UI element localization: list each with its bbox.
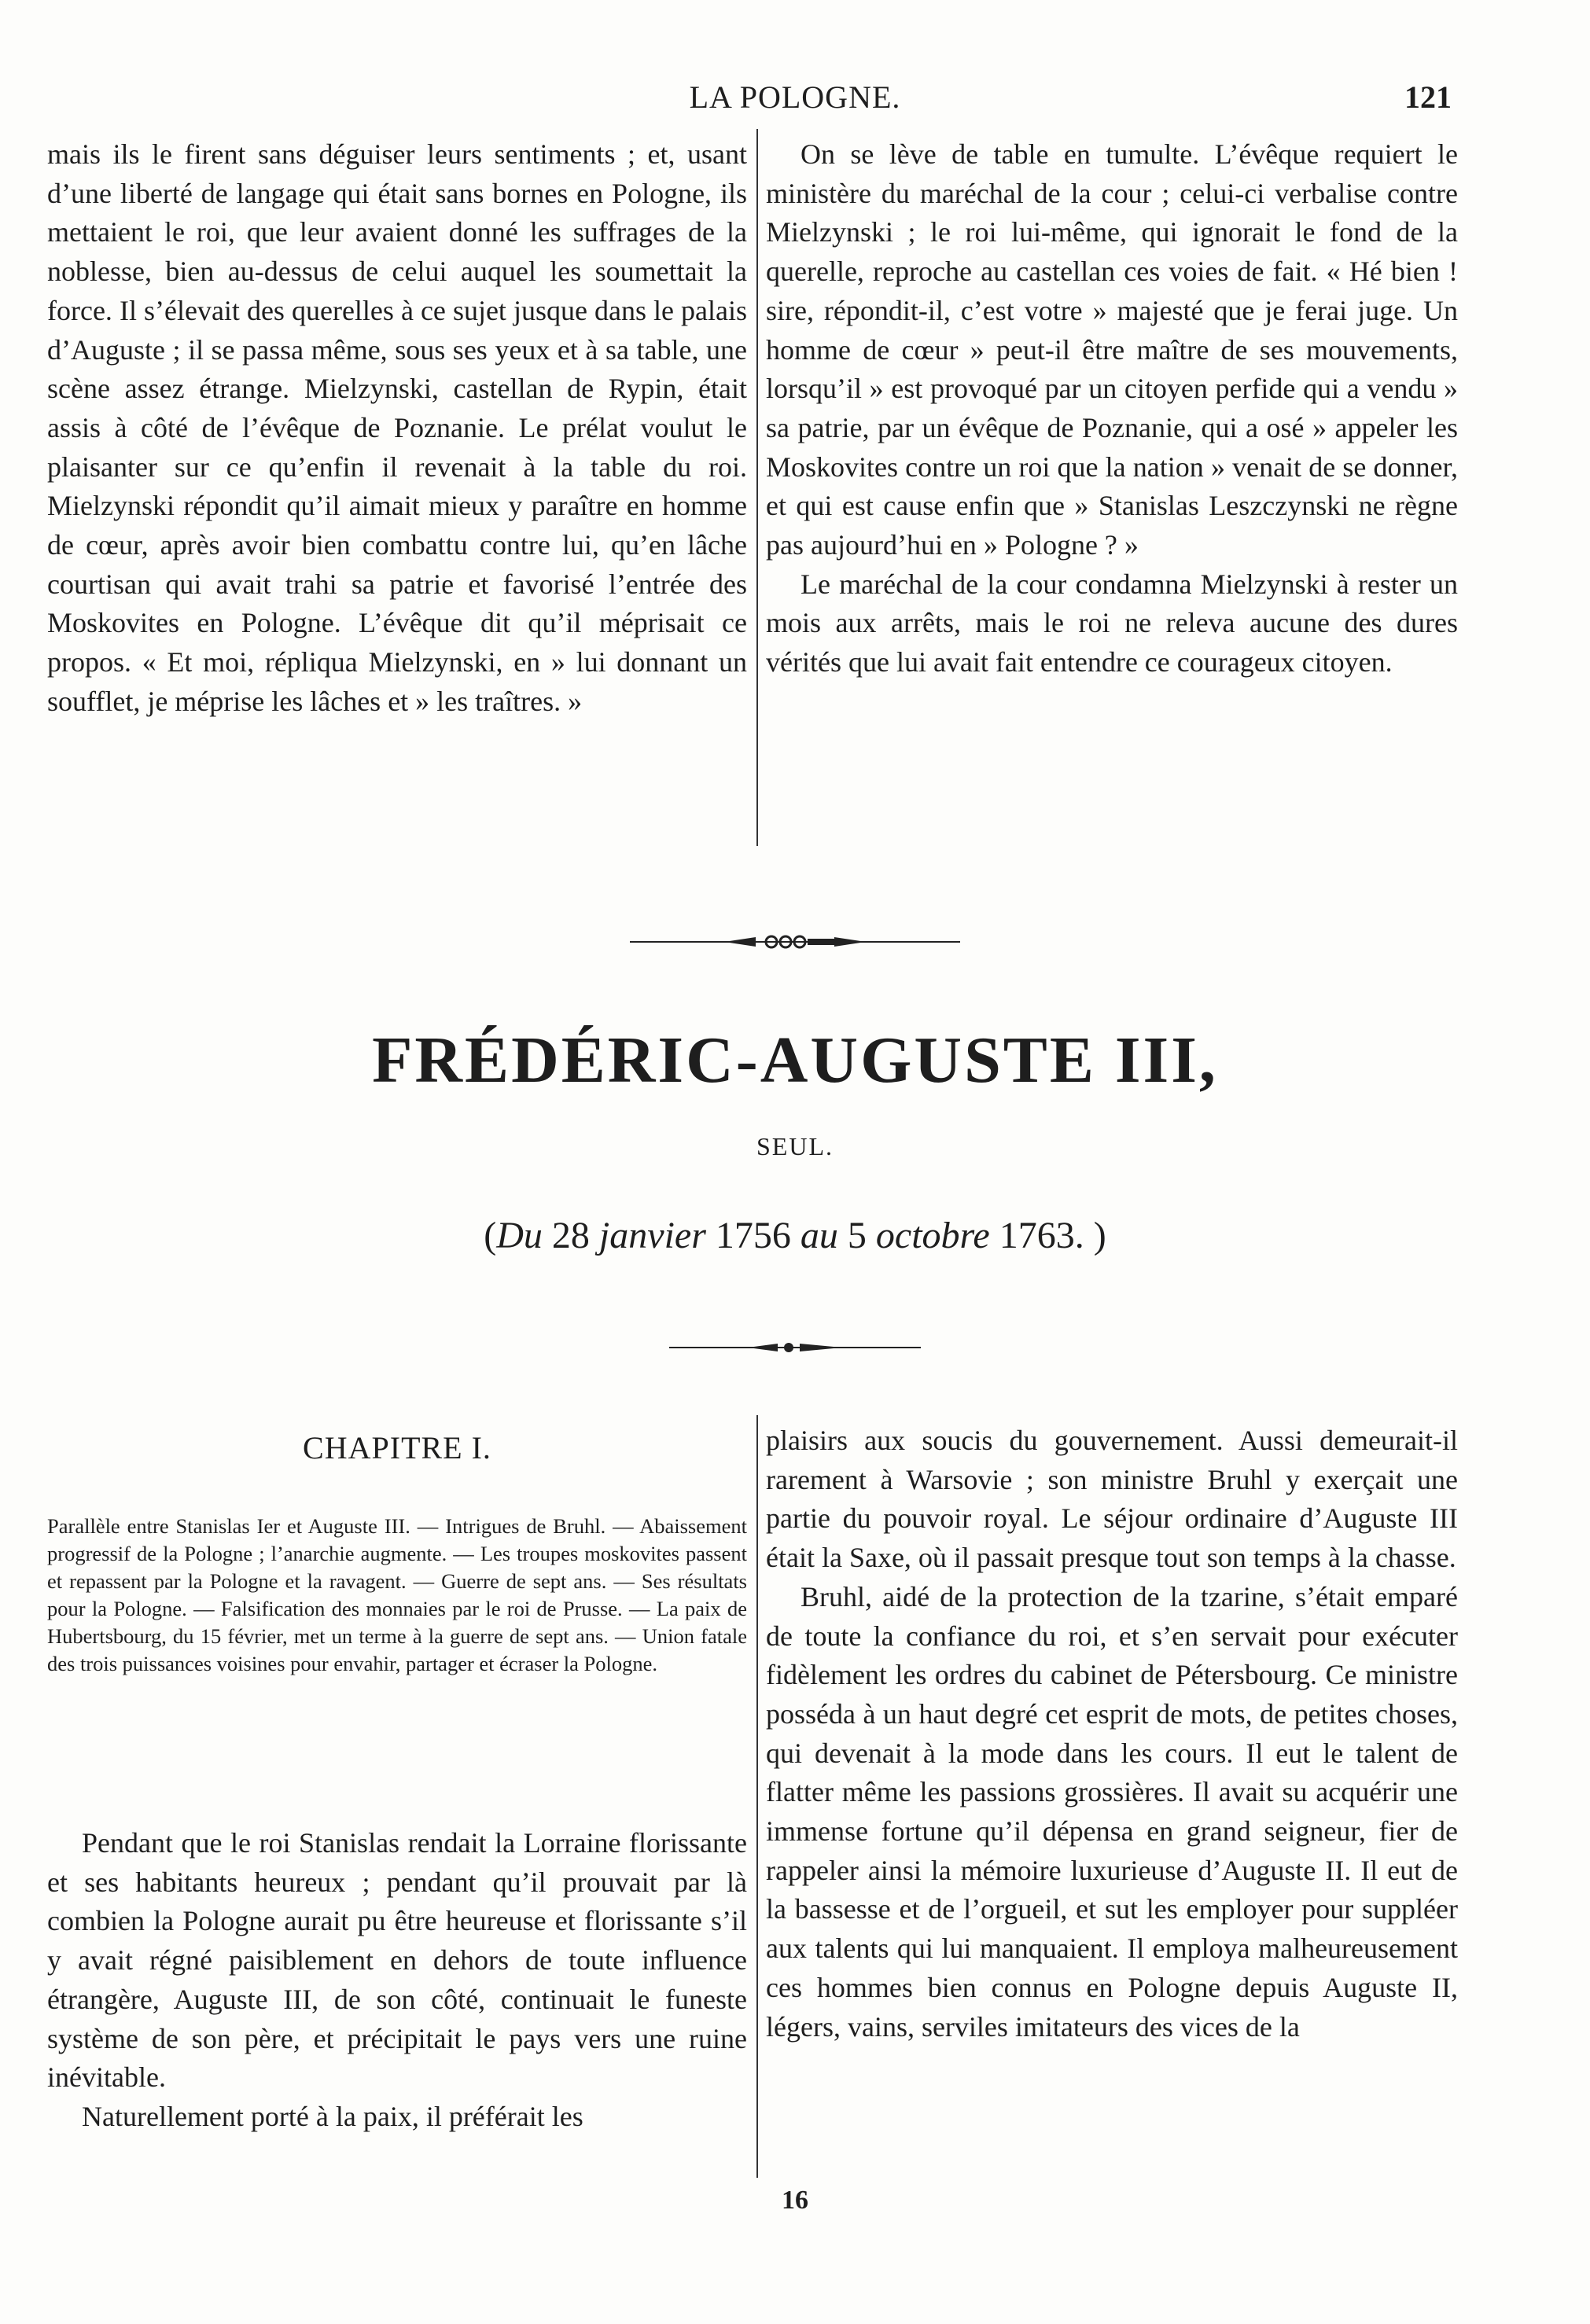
column-rule-top	[756, 129, 758, 846]
page-number: 121	[1404, 79, 1452, 115]
paragraph: Naturellement porté à la paix, il préférait les	[82, 2100, 583, 2132]
chapter-heading: CHAPITRE I.	[303, 1430, 491, 1465]
paragraph: On se lève de table en tumulte. L’évêque requiert le ministère du maréchal de la cour ; celui-ci verbalise contre Mielzynski ; le roi lui-même, qui ignorait le fond de la querelle, reproche au castellan ces voies de fait. « Hé bien ! sire, répondit-il, c’est votre » majesté que je ferai juge. Un homme de cœur » peut-il être maître de ses mouvements, lorsqu’il » est provoqué par un citoyen perfide qui a vendu » sa patrie, par un évêque de Poznanie, qui a osé » appeler les Moskovites contre un roi que la nation » venait de se donner, et qui est cause enfin que » Stanislas Leszczynski ne règne pas aujourd’hui en » Pologne ? »	[766, 138, 1458, 561]
paragraph: plaisirs aux soucis du gouvernement. Aussi demeurait-il rarement à Warsovie ; son ministre Bruhl y exerçait une partie du pouvoir royal. Le séjour ordinaire d’Auguste III était la Saxe, où il passait presque tout son temps à la chasse.	[766, 1425, 1458, 1574]
top-right-column	[766, 135, 1458, 682]
ornamental-rule-small	[0, 1340, 1590, 1355]
section-subtitle: SEUL.	[756, 1132, 834, 1160]
paragraph: Bruhl, aidé de la protection de la tzarine, s’était emparé de toute la confiance du roi, et s’en servait pour exécuter fidèlement les ordres du cabinet de Pétersbourg. Ce ministre posséda à un haut degré cet esprit de mots, de petites choses, qui devenait à la mode dans les cours. Il eut le talent de flatter même les passions grossières. Il avait su acquérir une immense fortune qu’il dépensa en grand seigneur, fier de rappeler ainsi la mémoire luxurieuse d’Auguste II. Il eut de la bassesse et de l’orgueil, et sut les employer pour suppléer aux talents qui lui manquaient. Il employa malheureusement ces hommes bien connus en Pologne depuis Auguste II, légers, vains, serviles imitateurs des vices de la	[766, 1580, 1458, 2043]
signature-mark: 16	[782, 2186, 808, 2215]
paragraph: Le maréchal de la cour condamna Mielzynski à rester un mois aux arrêts, mais le roi ne releva aucune des dures vérités que lui avait fait entendre ce courageux citoyen.	[766, 568, 1458, 678]
bottom-left-column	[47, 1824, 747, 2137]
chapter-summary: Parallèle entre Stanislas Ier et Auguste III. — Intrigues de Bruhl. — Abaissement progressif de la Pologne ; l’anarchie augmente. — Les troupes moskovites passent et repassent par la Pologne et la ravagent. — Guerre de sept ans. — Ses résultats pour la Pologne. — Falsification des monnaies par le roi de Prusse. — La paix de Hubertsbourg, du 15 février, met un terme à la guerre de sept ans. — Union fatale des trois puissances voisines pour envahir, partager et écraser la Pologne.	[47, 1514, 747, 1675]
paragraph: Pendant que le roi Stanislas rendait la Lorraine florissante et ses habitants heureux ; pendant qu’il prouvait par là combien la Pologne aurait pu être heureuse et florissante s’il y avait régné paisiblement en dehors de toute influence étrangère, Auguste III, de son côté, continuait le funeste système de son père, et précipitait le pays vers une ruine inévitable.	[47, 1827, 747, 2094]
bottom-right-column	[766, 1421, 1458, 2046]
ornamental-rule	[0, 932, 1590, 951]
top-left-column	[47, 135, 747, 722]
column-rule-bottom	[756, 1415, 758, 2178]
running-title: LA POLOGNE.	[689, 79, 901, 115]
section-dates: (Du 28 janvier 1756 au 5 octobre 1763. )	[484, 1215, 1106, 1256]
section-title: FRÉDÉRIC-AUGUSTE III,	[372, 1024, 1218, 1097]
ornament-divider-icon	[669, 1340, 921, 1355]
ornament-divider-icon	[630, 932, 960, 951]
paragraph: mais ils le firent sans déguiser leurs sentiments ; et, usant d’une liberté de langage qui était sans bornes en Pologne, ils mettaient le roi, que leur avaient donné les suffrages de la noblesse, bien au-dessus de celui auquel les soumettait la force. Il s’élevait des querelles à ce sujet jusque dans le palais d’Auguste ; il se passa même, sous ses yeux et à sa table, une scène assez étrange. Mielzynski, castellan de Rypin, était assis à côté de l’évêque de Poznanie. Le prélat voulut le plaisanter sur ce qu’enfin il revenait à la table du roi. Mielzynski répondit qu’il aimait mieux y paraître en homme de cœur, après avoir bien combattu contre lui, qu’en lâche courtisan qui avait trahi sa patrie et favorisé l’entrée des Moskovites en Pologne. L’évêque dit qu’il méprisait ce propos. « Et moi, répliqua Mielzynski, en » lui donnant un soufflet, je méprise les lâches et » les traîtres. »	[47, 138, 747, 717]
